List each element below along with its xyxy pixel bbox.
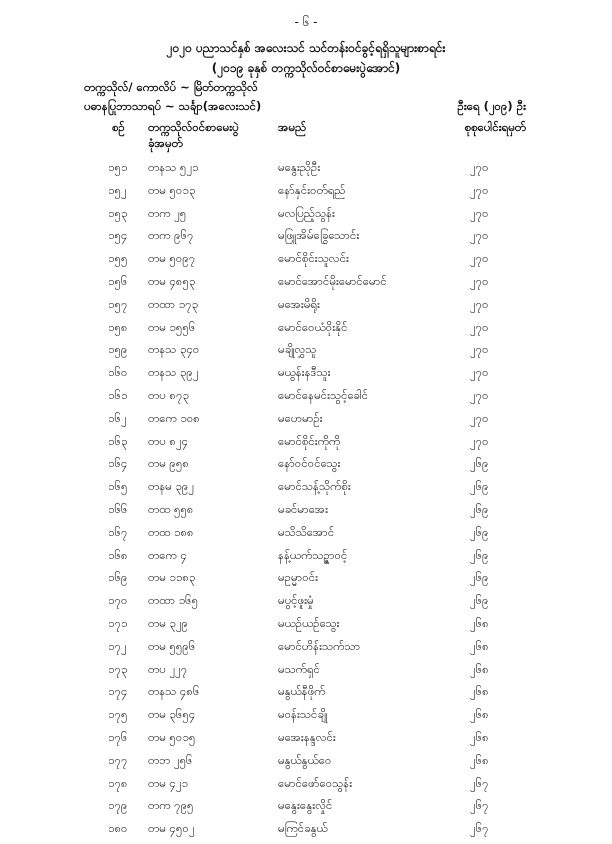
roll-number: တကေ ၁၀၈	[148, 410, 200, 425]
student-name: မသိသိအောင်	[278, 524, 335, 539]
student-name: မောင်သန့်သိုက်စိုး	[278, 479, 351, 494]
student-name: မအေးနန္ဒလင်း	[278, 729, 336, 744]
row-number: ၁၇၅	[108, 707, 128, 722]
row-number: ၁၆၂	[108, 410, 127, 425]
roll-number: တမ ၁၅၅၆	[148, 319, 196, 334]
row-number: ၁၆၅	[108, 479, 128, 494]
total-marks: ၂၆၈	[470, 752, 489, 767]
row-number: ၁၇၀	[108, 593, 128, 608]
row-number: ၁၅၇	[108, 296, 128, 311]
table-row	[0, 274, 612, 297]
total-marks: ၂၆၈	[470, 615, 489, 630]
header-total-marks: စုစုပေါင်းရမှတ်	[464, 120, 526, 134]
total-marks: ၂၇၀	[470, 296, 489, 311]
roll-number: တက ၇၉၅	[148, 798, 194, 813]
table-row	[0, 639, 612, 662]
table-row	[0, 707, 612, 730]
header-roll-number-line2: ခုံအမှတ်	[148, 136, 183, 150]
total-marks: ၂၇၀	[470, 319, 489, 334]
student-name: မောင်နေမင်းသွင့်ခေါင်	[278, 387, 369, 402]
table-row	[0, 616, 612, 639]
roll-number: တထာ ၁၇၃	[148, 296, 199, 311]
roll-number: တမ ၃၆၅၄	[148, 707, 196, 722]
table-row	[0, 776, 612, 799]
student-name: မအေးမိရိုး	[278, 296, 320, 311]
row-number: ၁၇၄	[108, 684, 128, 699]
row-number: ၁၈၀	[108, 821, 128, 836]
student-name: မလပြည့်သွန်း	[278, 205, 335, 220]
roll-number: တမ ၅၀၁၃	[148, 182, 196, 197]
total-marks: ၂၇၀	[470, 433, 489, 448]
roll-number: တမ ၅၅၉၆	[148, 638, 196, 653]
roll-number: တက ၉၆၇	[148, 228, 194, 243]
table-row	[0, 456, 612, 479]
total-marks: ၂၇၀	[470, 251, 489, 266]
roll-number: တနသ ၃၄၀	[148, 342, 200, 357]
student-name: မဟေမာဥ်း	[278, 410, 323, 425]
total-marks: ၂၇၀	[470, 205, 489, 220]
roll-number: တပ ၂၂၇	[148, 661, 188, 676]
table-row	[0, 502, 612, 525]
student-name: မဝန်းသင်ချို	[278, 707, 328, 722]
table-row	[0, 365, 612, 388]
roll-number: တထ ၅၅၈	[148, 501, 194, 516]
row-number: ၁၅၂	[108, 182, 127, 197]
header-name: အမည်	[278, 120, 307, 134]
roll-number: တမ ၄၅၀၂	[148, 821, 195, 836]
subject-label: ပဓာနပြုဘာသာရပ် ~ သင်္ချာ(အလေးသင်)	[84, 99, 262, 113]
student-name: မောင်စိုင်းကိုကို	[278, 433, 341, 448]
student-name: နော်နှင်းဝတ်ရည်	[278, 182, 346, 197]
total-marks: ၂၇၀	[470, 365, 489, 380]
total-marks: ၂၇၀	[470, 273, 489, 288]
table-row	[0, 320, 612, 343]
student-name: မောင်စိုင်းသူလင်း	[278, 251, 349, 266]
student-name: မပွင့်ဖူးမှုံ	[278, 593, 314, 608]
student-name: မနွယ်နွယ်ဝေ	[278, 752, 332, 767]
row-number: ၁၅၄	[108, 228, 128, 243]
table-row	[0, 570, 612, 593]
student-name: မချိုလွှသူ	[278, 342, 317, 357]
roll-number: တပ ၈၇၃	[148, 387, 189, 402]
row-number: ၁၆၆	[108, 501, 128, 516]
roll-number: တမ ၃၂၉	[148, 615, 189, 630]
student-name: မနွယ်နီဖိုက်	[278, 684, 326, 699]
student-name: မကြင်ခနွယ်	[278, 821, 328, 836]
roll-number: တမ ၅၀၉၇	[148, 251, 196, 266]
table-row	[0, 525, 612, 548]
row-number: ၁၅၉	[108, 342, 128, 357]
student-name: မနွေးညိုဦး	[278, 160, 321, 174]
row-number: ၁၇၇	[108, 752, 128, 767]
student-name: မောင်ဝေယံဝိုးနိုင်	[278, 319, 348, 334]
total-marks: ၂၇၀	[470, 342, 489, 357]
row-number: ၁၆၄	[108, 456, 128, 471]
total-marks: ၂၆၇	[470, 821, 489, 836]
roll-number: တထ ၁၈၈	[148, 524, 194, 539]
roll-number: တနသ ၄၈၆	[148, 684, 200, 699]
row-number: ၁၅၆	[108, 273, 128, 288]
row-number: ၁၅၈	[108, 319, 128, 334]
table-row	[0, 206, 612, 229]
roll-number: တမ ၄၂၁	[148, 775, 189, 790]
total-marks: ၂၇၀	[470, 410, 489, 425]
row-number: ၁၆၁	[108, 387, 128, 402]
table-row	[0, 753, 612, 776]
row-number: ၁၇၂	[108, 638, 127, 653]
row-number: ၁၇၁	[108, 615, 128, 630]
roll-number: တမ ၅၀၁၅	[148, 729, 196, 744]
row-number: ၁၇၉	[108, 798, 128, 813]
total-marks: ၂၇၀	[470, 228, 489, 243]
roll-number: တမ ၉၅၈	[148, 456, 189, 471]
page-number: - ၆ -	[294, 15, 318, 29]
total-count: ဦးရေ (၂၀၉) ဦး	[457, 99, 526, 113]
student-name: မောင်ဖော်ဝေသွန်း	[278, 775, 353, 790]
student-name: မခင်မာအေး	[278, 501, 328, 516]
student-name: မဥမ္မာဝင်း	[278, 570, 319, 585]
table-row	[0, 798, 612, 821]
total-marks: ၂၆၈	[470, 684, 489, 699]
table-row	[0, 297, 612, 320]
row-number: ၁၆၈	[108, 547, 128, 562]
total-marks: ၂၆၉	[470, 570, 489, 585]
student-name: မောင်အောင်မိုးမောင်မောင်	[278, 273, 387, 288]
student-name: မသက်ရှင်	[278, 661, 320, 676]
roll-number: တက ၂၅	[148, 205, 187, 220]
table-row	[0, 251, 612, 274]
row-number: ၁၆၀	[108, 365, 128, 380]
table-row	[0, 684, 612, 707]
roll-number: တမ ၁၁၈၃	[148, 570, 196, 585]
table-row	[0, 183, 612, 206]
table-row	[0, 593, 612, 616]
total-marks: ၂၆၈	[470, 661, 489, 676]
document-title: ၂၀၂၀ ပညာသင်နှစ် အလေးသင် သင်တန်းဝင်ခွင့်ရရှိသူများစာရင်း	[166, 41, 446, 55]
total-marks: ၂၆၈	[470, 638, 489, 653]
student-name: မောင်ဟိန်းသက်သာ	[278, 638, 361, 653]
total-marks: ၂၆၇	[470, 798, 489, 813]
table-row	[0, 160, 612, 183]
row-number: ၁၆၇	[108, 524, 128, 539]
table-row	[0, 342, 612, 365]
roll-number: တထာ ၁၆၅	[148, 593, 199, 608]
total-marks: ၂၆၉	[470, 456, 489, 471]
row-number: ၁၇၆	[108, 729, 128, 744]
total-marks: ၂၆၈	[470, 729, 489, 744]
student-name: မဖြူအိမ်ခြွေသောင်း	[278, 228, 360, 243]
row-number: ၁၅၅	[108, 251, 128, 266]
document-subtitle: (၂၀၁၉ ခုနှစ် တက္ကသိုလ်ဝင်စာမေးပွဲအောင်)	[211, 61, 401, 75]
row-number: ၁၇၃	[108, 661, 128, 676]
table-row	[0, 388, 612, 411]
roll-number: တနမ ၃၉၂	[148, 479, 194, 494]
student-name: မယဉ်ယဉ်သွေး	[278, 615, 340, 630]
header-no: စဉ်	[112, 120, 125, 134]
row-number: ၁၆၉	[108, 570, 128, 585]
roll-number: တဘ ၂၅၆	[148, 752, 193, 767]
table-row	[0, 434, 612, 457]
table-row	[0, 228, 612, 251]
row-number: ၁၆၃	[108, 433, 128, 448]
roll-number: တနသ ၅၂၁	[148, 160, 199, 174]
roll-number: တပ ၈၂၄	[148, 433, 189, 448]
student-name: မနွေးနွေးလှိုင်	[278, 798, 333, 813]
total-marks: ၂၆၈	[470, 707, 489, 722]
total-marks: ၂၆၉	[470, 479, 489, 494]
row-number: ၁၅၃	[108, 205, 128, 220]
table-row	[0, 662, 612, 685]
student-name: နော်ဝင်ဝင်သွေး	[278, 456, 341, 471]
total-marks: ၂၆၉	[470, 524, 489, 539]
total-marks: ၂၇၀	[470, 387, 489, 402]
row-number: ၁၇၈	[108, 775, 128, 790]
table-row	[0, 411, 612, 434]
roll-number: တကေ ၄	[148, 547, 187, 562]
table-row	[0, 821, 612, 844]
roll-number: တနသ ၃၉၂	[148, 365, 199, 380]
university-label: တက္ကသိုလ်/ ကောလိပ် ~ မြိတ်တက္ကသိုလ်	[84, 80, 258, 94]
total-marks: ၂၆၉	[470, 593, 489, 608]
table-row	[0, 548, 612, 571]
results-list	[0, 160, 612, 844]
total-marks: ၂၆၉	[470, 501, 489, 516]
total-marks: ၂၇၀	[470, 182, 489, 197]
header-roll-number: တက္ကသိုလ်ဝင်စာမေးပွဲ	[148, 120, 239, 134]
table-row	[0, 479, 612, 502]
student-name: မယွန်းနဒီသူး	[278, 365, 331, 380]
row-number: ၁၅၁	[108, 160, 128, 174]
total-marks: ၂၆၉	[470, 547, 489, 562]
student-name: နန့်ယက်သဉ္ဇာဝင့်	[278, 547, 348, 562]
table-row	[0, 730, 612, 753]
total-marks: ၂၇၀	[470, 160, 489, 174]
total-marks: ၂၆၇	[470, 775, 489, 790]
roll-number: တမ ၄၈၅၃	[148, 273, 196, 288]
